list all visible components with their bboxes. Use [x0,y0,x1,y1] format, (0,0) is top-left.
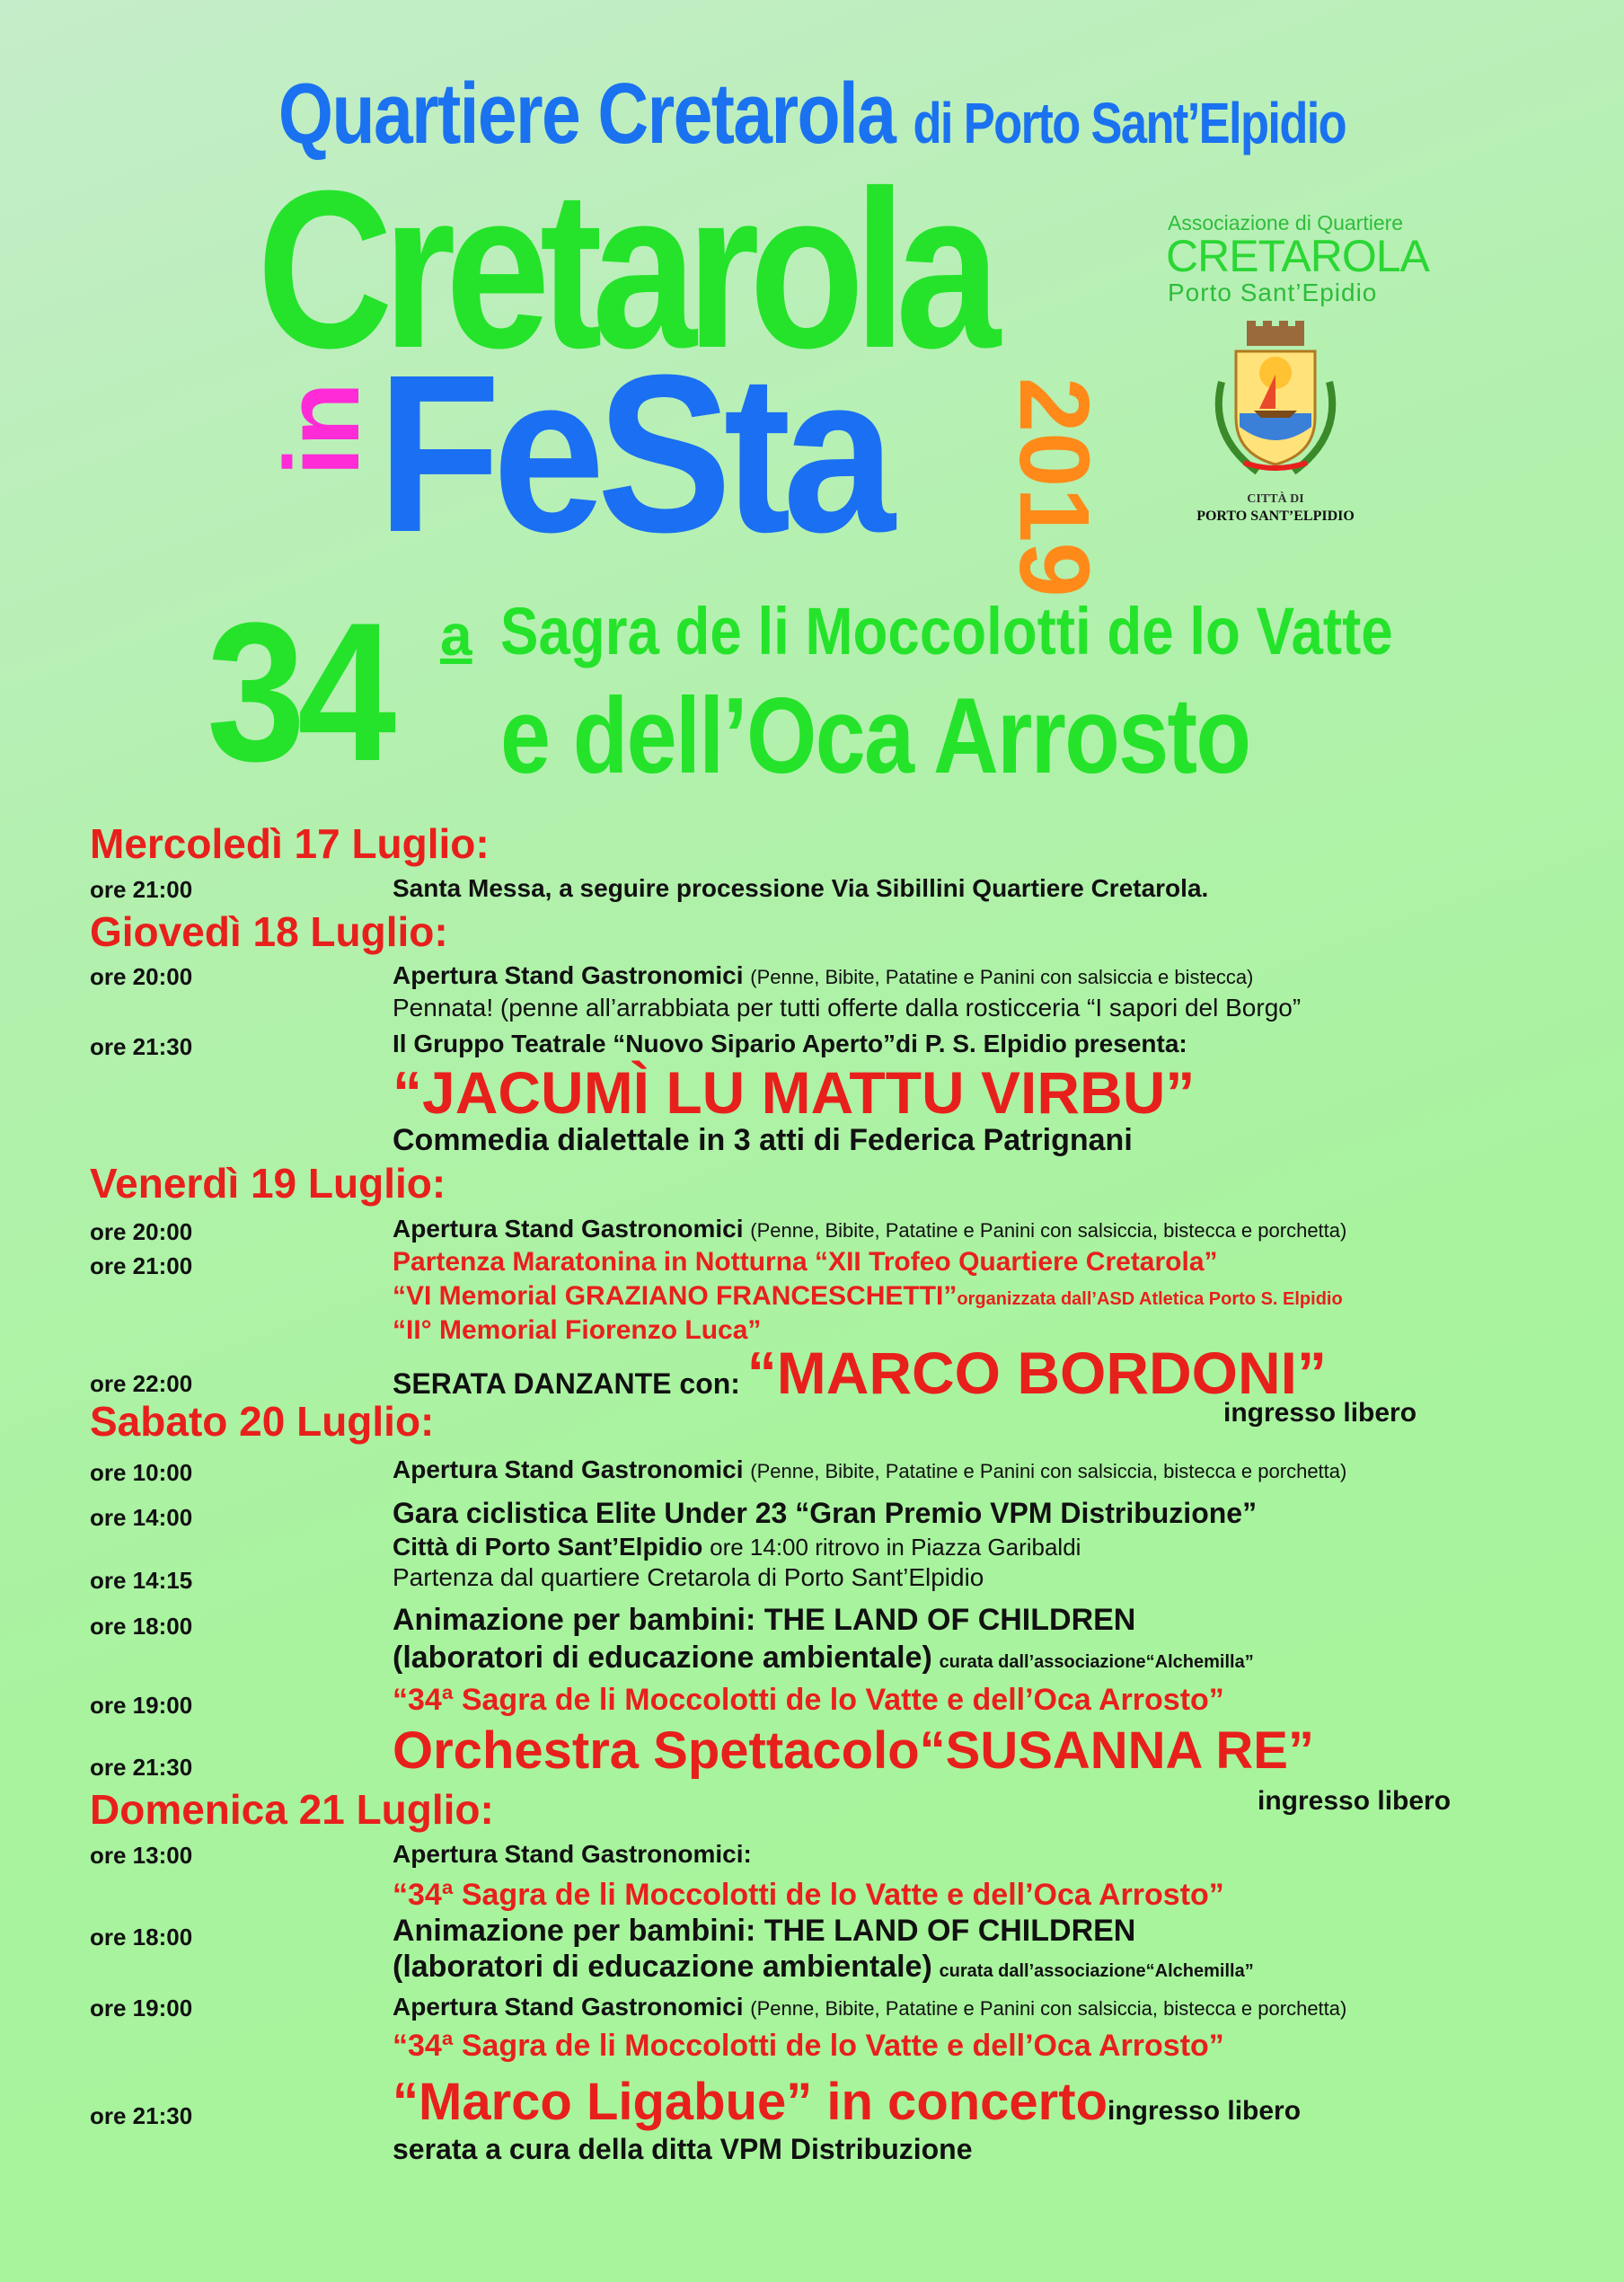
event-line3: “II° Memorial Fiorenzo Luca” [393,1315,762,1345]
event-text: Santa Messa, a seguire processione Via Sibillini Quartiere Cretarola. [393,874,1209,902]
city-label-1: CITTÀ DI [1247,492,1304,506]
day-title: Mercoledì 17 Luglio: [90,820,490,867]
entry-note: ingresso libero [1258,1786,1452,1816]
entry-note: ingresso libero [1223,1398,1417,1428]
event-line2-detail: organizzata dall’ASD Atletica Porto S. Elpidio [957,1289,1343,1309]
event-text: Animazione per bambini: THE LAND OF CHILDREN [393,1603,1136,1637]
event-row [393,1533,1081,1561]
event-time: ore 20:00 [90,1218,193,1245]
event-time: ore 18:00 [90,1613,193,1640]
event-time: ore 21:30 [90,2102,193,2129]
event-text: Apertura Stand Gastronomici [393,961,744,989]
event-line2: serata a cura della ditta VPM Distribuzione [393,2133,973,2165]
city-crest-icon [1204,319,1347,490]
event-text: Il Gruppo Teatrale “Nuovo Sipario Aperto”di P. S. Elpidio presenta: [393,1030,1187,1057]
event-text: “Marco Ligabue” in concerto [393,2073,1108,2131]
event-row [393,1215,1346,1243]
day-title: Venerdì 19 Luglio: [90,1160,446,1207]
event-line2: Città di Porto Sant’Elpidio [393,1533,703,1561]
event-line2-detail: ore 14:00 ritrovo in Piazza Garibaldi [710,1534,1081,1561]
city-label-2: PORTO SANT’ELPIDIO [1196,509,1355,524]
event-time: ore 19:00 [90,1995,193,2021]
event-text: SERATA DANZANTE con: [393,1367,740,1400]
event-time: ore 13:00 [90,1842,193,1869]
event-text: Apertura Stand Gastronomici [393,1993,744,2021]
event-line2: “34ª Sagra de li Moccolotti de lo Vatte e dell’Oca Arrosto” [393,1878,1224,1912]
event-time: ore 19:00 [90,1692,193,1719]
event-row [393,2072,1301,2132]
event-row [393,961,1253,990]
event-row [393,1950,1254,1985]
event-line2: (laboratori di educazione ambientale) [393,1950,932,1984]
event-line2-detail: curata dall’associazione“Alchemilla” [939,1961,1254,1981]
day-title: Sabato 20 Luglio: [90,1398,435,1445]
event-line2: (laboratori di educazione ambientale) [393,1641,932,1675]
assoc-line1: Associazione di Quartiere [1168,211,1404,234]
header-quartiere: Quartiere Cretarola [278,66,896,162]
event-time: ore 21:30 [90,1033,193,1060]
logo-year: 2019 [999,377,1109,597]
event-row [393,1339,1327,1407]
logo-festa: FeSta [377,328,887,579]
day-title: Giovedì 18 Luglio: [90,908,448,955]
event-time: ore 14:15 [90,1567,193,1594]
event-row [393,1641,1254,1676]
event-text: Orchestra Spettacolo“SUSANNA RE” [393,1721,1314,1780]
event-line2: “VI Memorial GRAZIANO FRANCESCHETTI” [393,1281,958,1311]
event-line2-detail: curata dall’associazione“Alchemilla” [939,1652,1254,1672]
logo-cretarola: Cretarola [257,144,991,394]
event-text: Animazione per bambini: THE LAND OF CHILDREN [393,1914,1136,1948]
edition-number: 34 [207,581,389,802]
event-detail: (Penne, Bibite, Patatine e Panini con salsiccia, bistecca e porchetta) [750,1460,1347,1482]
event-time: ore 18:00 [90,1924,193,1950]
event-detail: (Penne, Bibite, Patatine e Panini con salsiccia, bistecca e porchetta) [750,1997,1347,2020]
event-time: ore 21:00 [90,1252,193,1279]
logo-in: in [263,382,382,476]
assoc-line3: Porto Sant’Epidio [1168,279,1378,306]
event-time: ore 14:00 [90,1504,193,1531]
event-time: ore 20:00 [90,963,193,990]
event-text: Partenza Maratonina in Notturna “XII Trofeo Quartiere Cretarola” [393,1247,1218,1277]
event-row [393,1281,1343,1312]
entry-note: ingresso libero [1108,2096,1302,2126]
event-text: Apertura Stand Gastronomici [393,1455,744,1483]
event-text: Gara ciclistica Elite Under 23 “Gran Premio VPM Distribuzione” [393,1497,1258,1529]
event-text: Apertura Stand Gastronomici [393,1215,744,1243]
event-time: ore 21:00 [90,876,193,903]
event-title: “MARCO BORDONI” [746,1340,1328,1406]
event-row [393,1455,1346,1484]
event-line2: “34ª Sagra de li Moccolotti de lo Vatte e dell’Oca Arrosto” [393,2029,1224,2063]
sagra-line2: e dell’Oca Arrosto [500,676,1250,796]
event-time: ore 21:30 [90,1754,193,1781]
event-title: “JACUMÌ LU MATTU VIRBU” [393,1059,1196,1126]
assoc-line2: CRETAROLA [1166,231,1429,281]
event-detail: (Penne, Bibite, Patatine e Panini con salsiccia, bistecca e porchetta) [750,1219,1347,1242]
event-line2: Commedia dialettale in 3 atti di Federica Patrignani [393,1123,1133,1157]
event-detail: (Penne, Bibite, Patatine e Panini con salsiccia e bistecca) [750,966,1254,988]
event-text: “34ª Sagra de li Moccolotti de lo Vatte e dell’Oca Arrosto” [393,1683,1224,1717]
event-text: Partenza dal quartiere Cretarola di Porto Sant’Elpidio [393,1563,984,1591]
edition-ordinal: a [440,603,472,668]
event-line2: Pennata! (penne all’arrabbiata per tutti offerte dalla rosticceria “I sapori del Borgo” [393,994,1302,1022]
day-title: Domenica 21 Luglio: [90,1786,494,1833]
event-text: Apertura Stand Gastronomici: [393,1840,752,1868]
event-row [393,1993,1346,2021]
sagra-line1: Sagra de li Moccolotti de lo Vatte [500,594,1393,668]
event-time: ore 10:00 [90,1459,193,1486]
header-town: di Porto Sant’Elpidio [913,91,1346,155]
event-time: ore 22:00 [90,1370,193,1397]
